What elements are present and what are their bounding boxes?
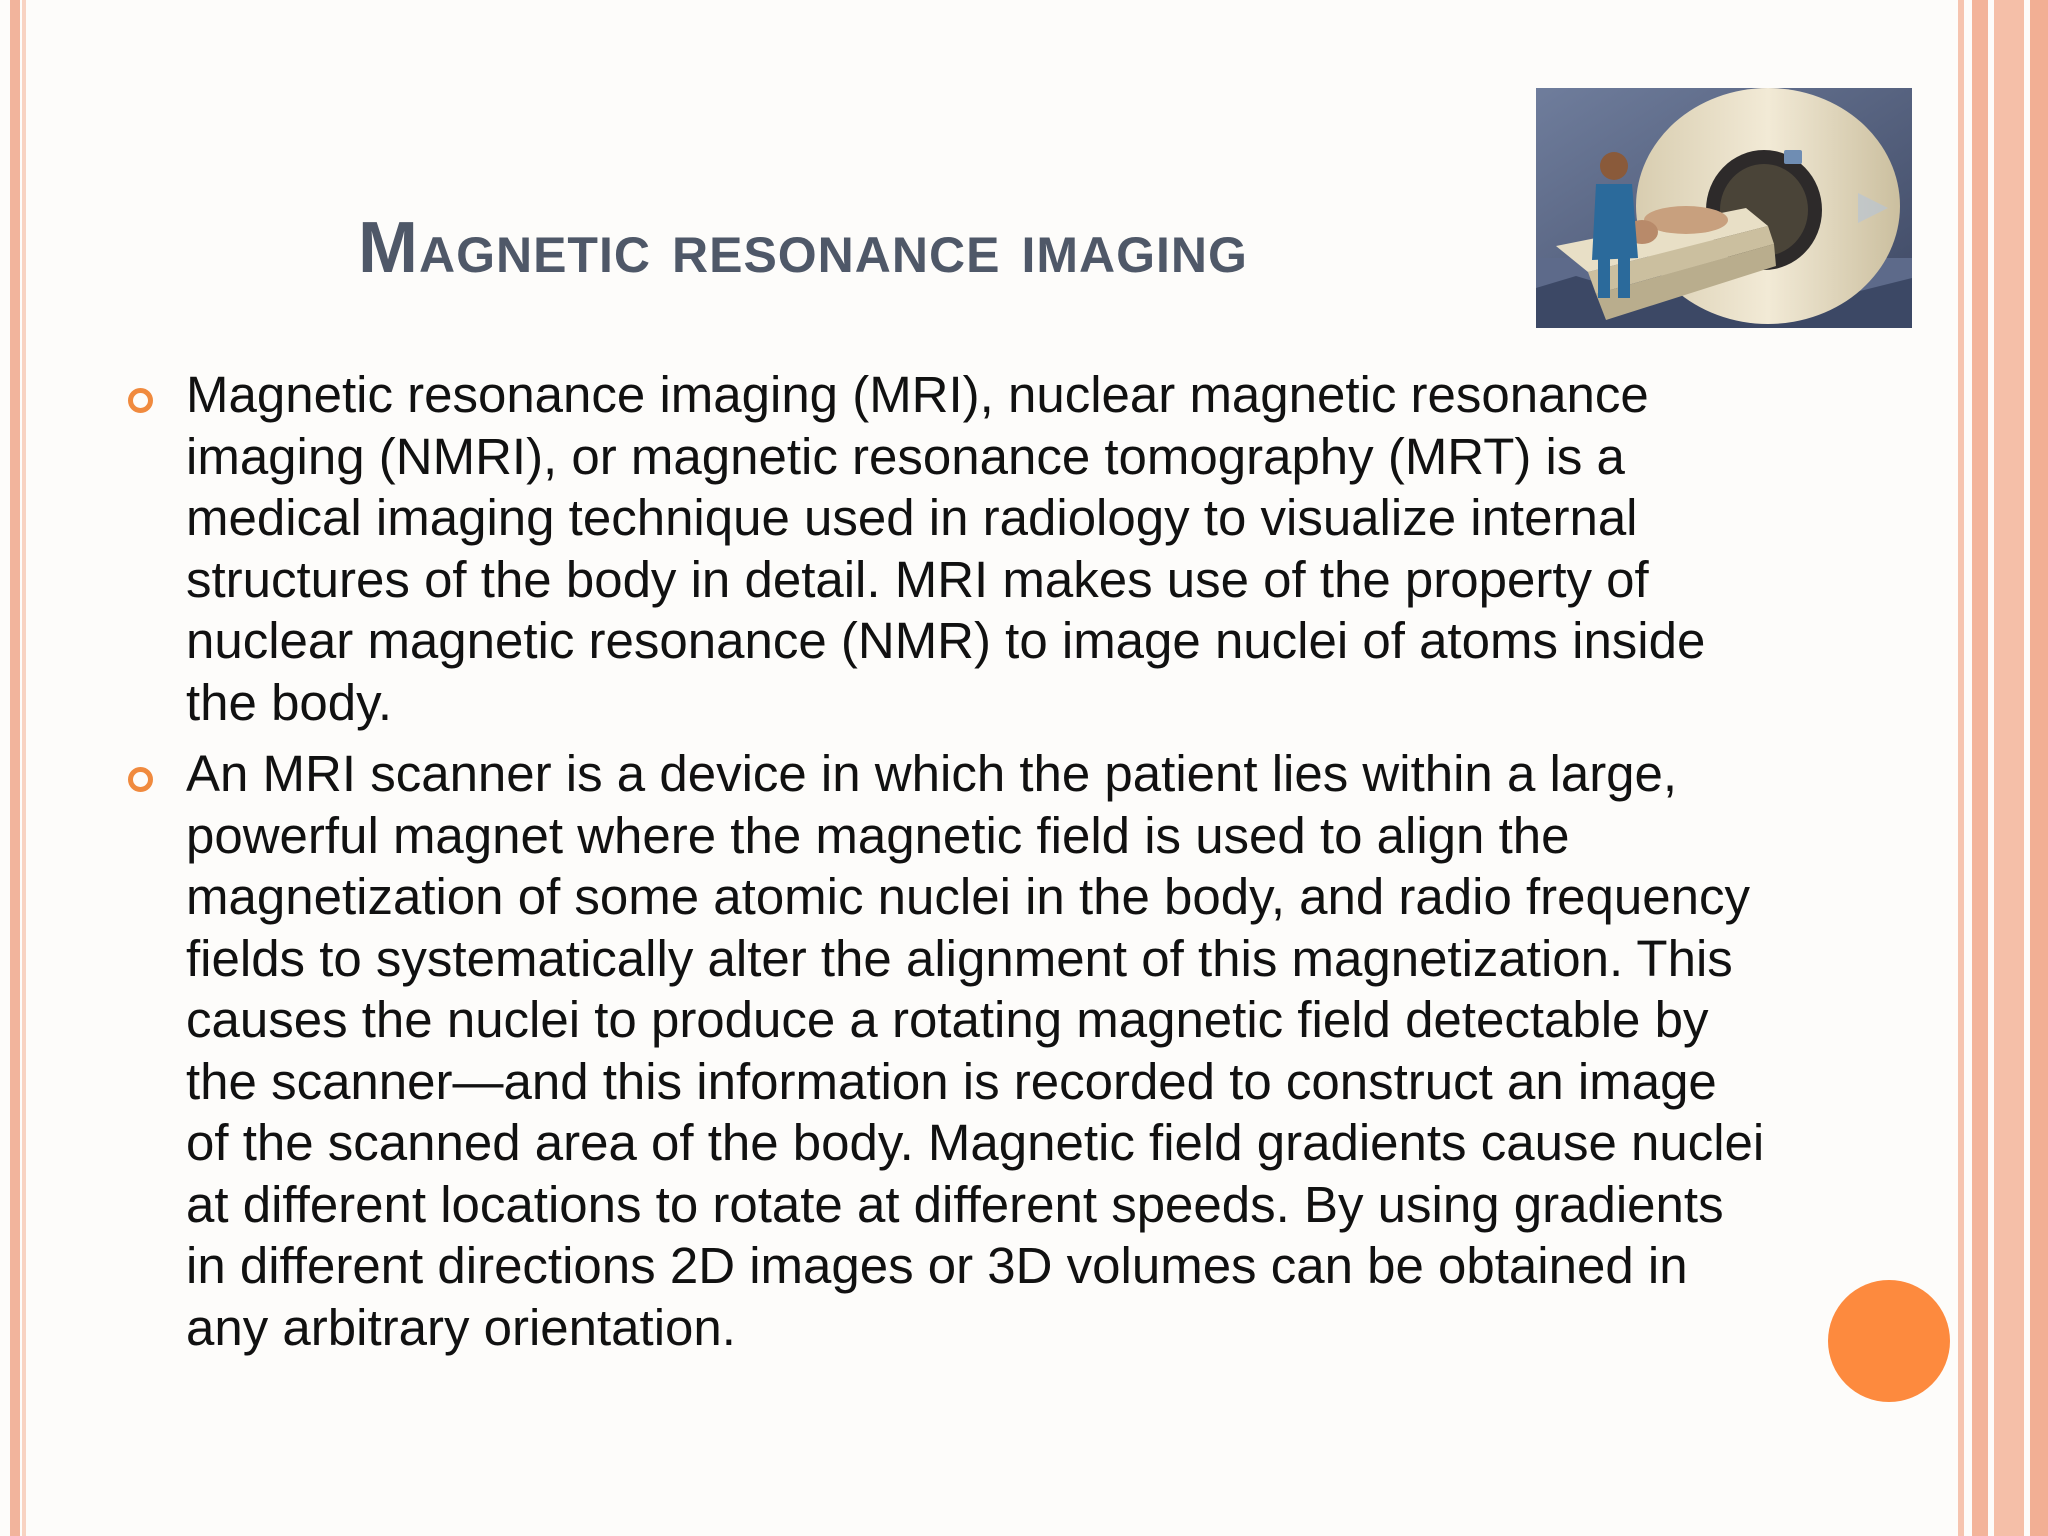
right-border-stripe-4 — [2030, 0, 2048, 1536]
bullet-list — [128, 364, 1768, 1368]
slide-title: Magnetic resonance imaging — [358, 208, 1248, 288]
left-border-stripe — [10, 0, 20, 1536]
left-border-inner-stripe — [22, 0, 26, 1536]
decorative-orange-circle — [1828, 1280, 1950, 1402]
bullet-item-2 — [128, 743, 1768, 1358]
bullet-marker-icon — [128, 767, 153, 792]
bullet-text-2: An MRI scanner is a device in which the patient lies within a large, powerful magnet where the magnetic field is used to align the magnetization of some atomic nuclei in the body, and radio frequency fields to systematically alter the alignment of this magnetization. This causes the nuclei to produce a rotating magnetic field detectable by the scanner—and this information is recorded to construct an image of the scanned area of the body. Magnetic field gradients cause nuclei at different locations to rotate at different speeds. By using gradients in different directions 2D images or 3D volumes can be obtained in any arbitrary orientation. — [186, 745, 1765, 1356]
right-border-stripe-2 — [1972, 0, 1988, 1536]
bullet-marker-icon — [128, 388, 153, 413]
right-border-stripe-1 — [1958, 0, 1964, 1536]
bullet-item-1 — [128, 364, 1768, 733]
right-border-stripe-3 — [1994, 0, 2024, 1536]
bullet-text-1: Magnetic resonance imaging (MRI), nuclear magnetic resonance imaging (NMRI), or magnetic resonance tomography (MRT) is a medical imaging technique used in radiology to visualize internal structures of the body in detail. MRI makes use of the property of nuclear magnetic resonance (NMR) to image nuclei of atoms inside the body. — [186, 366, 1706, 731]
mri-scanner-photo — [1536, 88, 1912, 328]
